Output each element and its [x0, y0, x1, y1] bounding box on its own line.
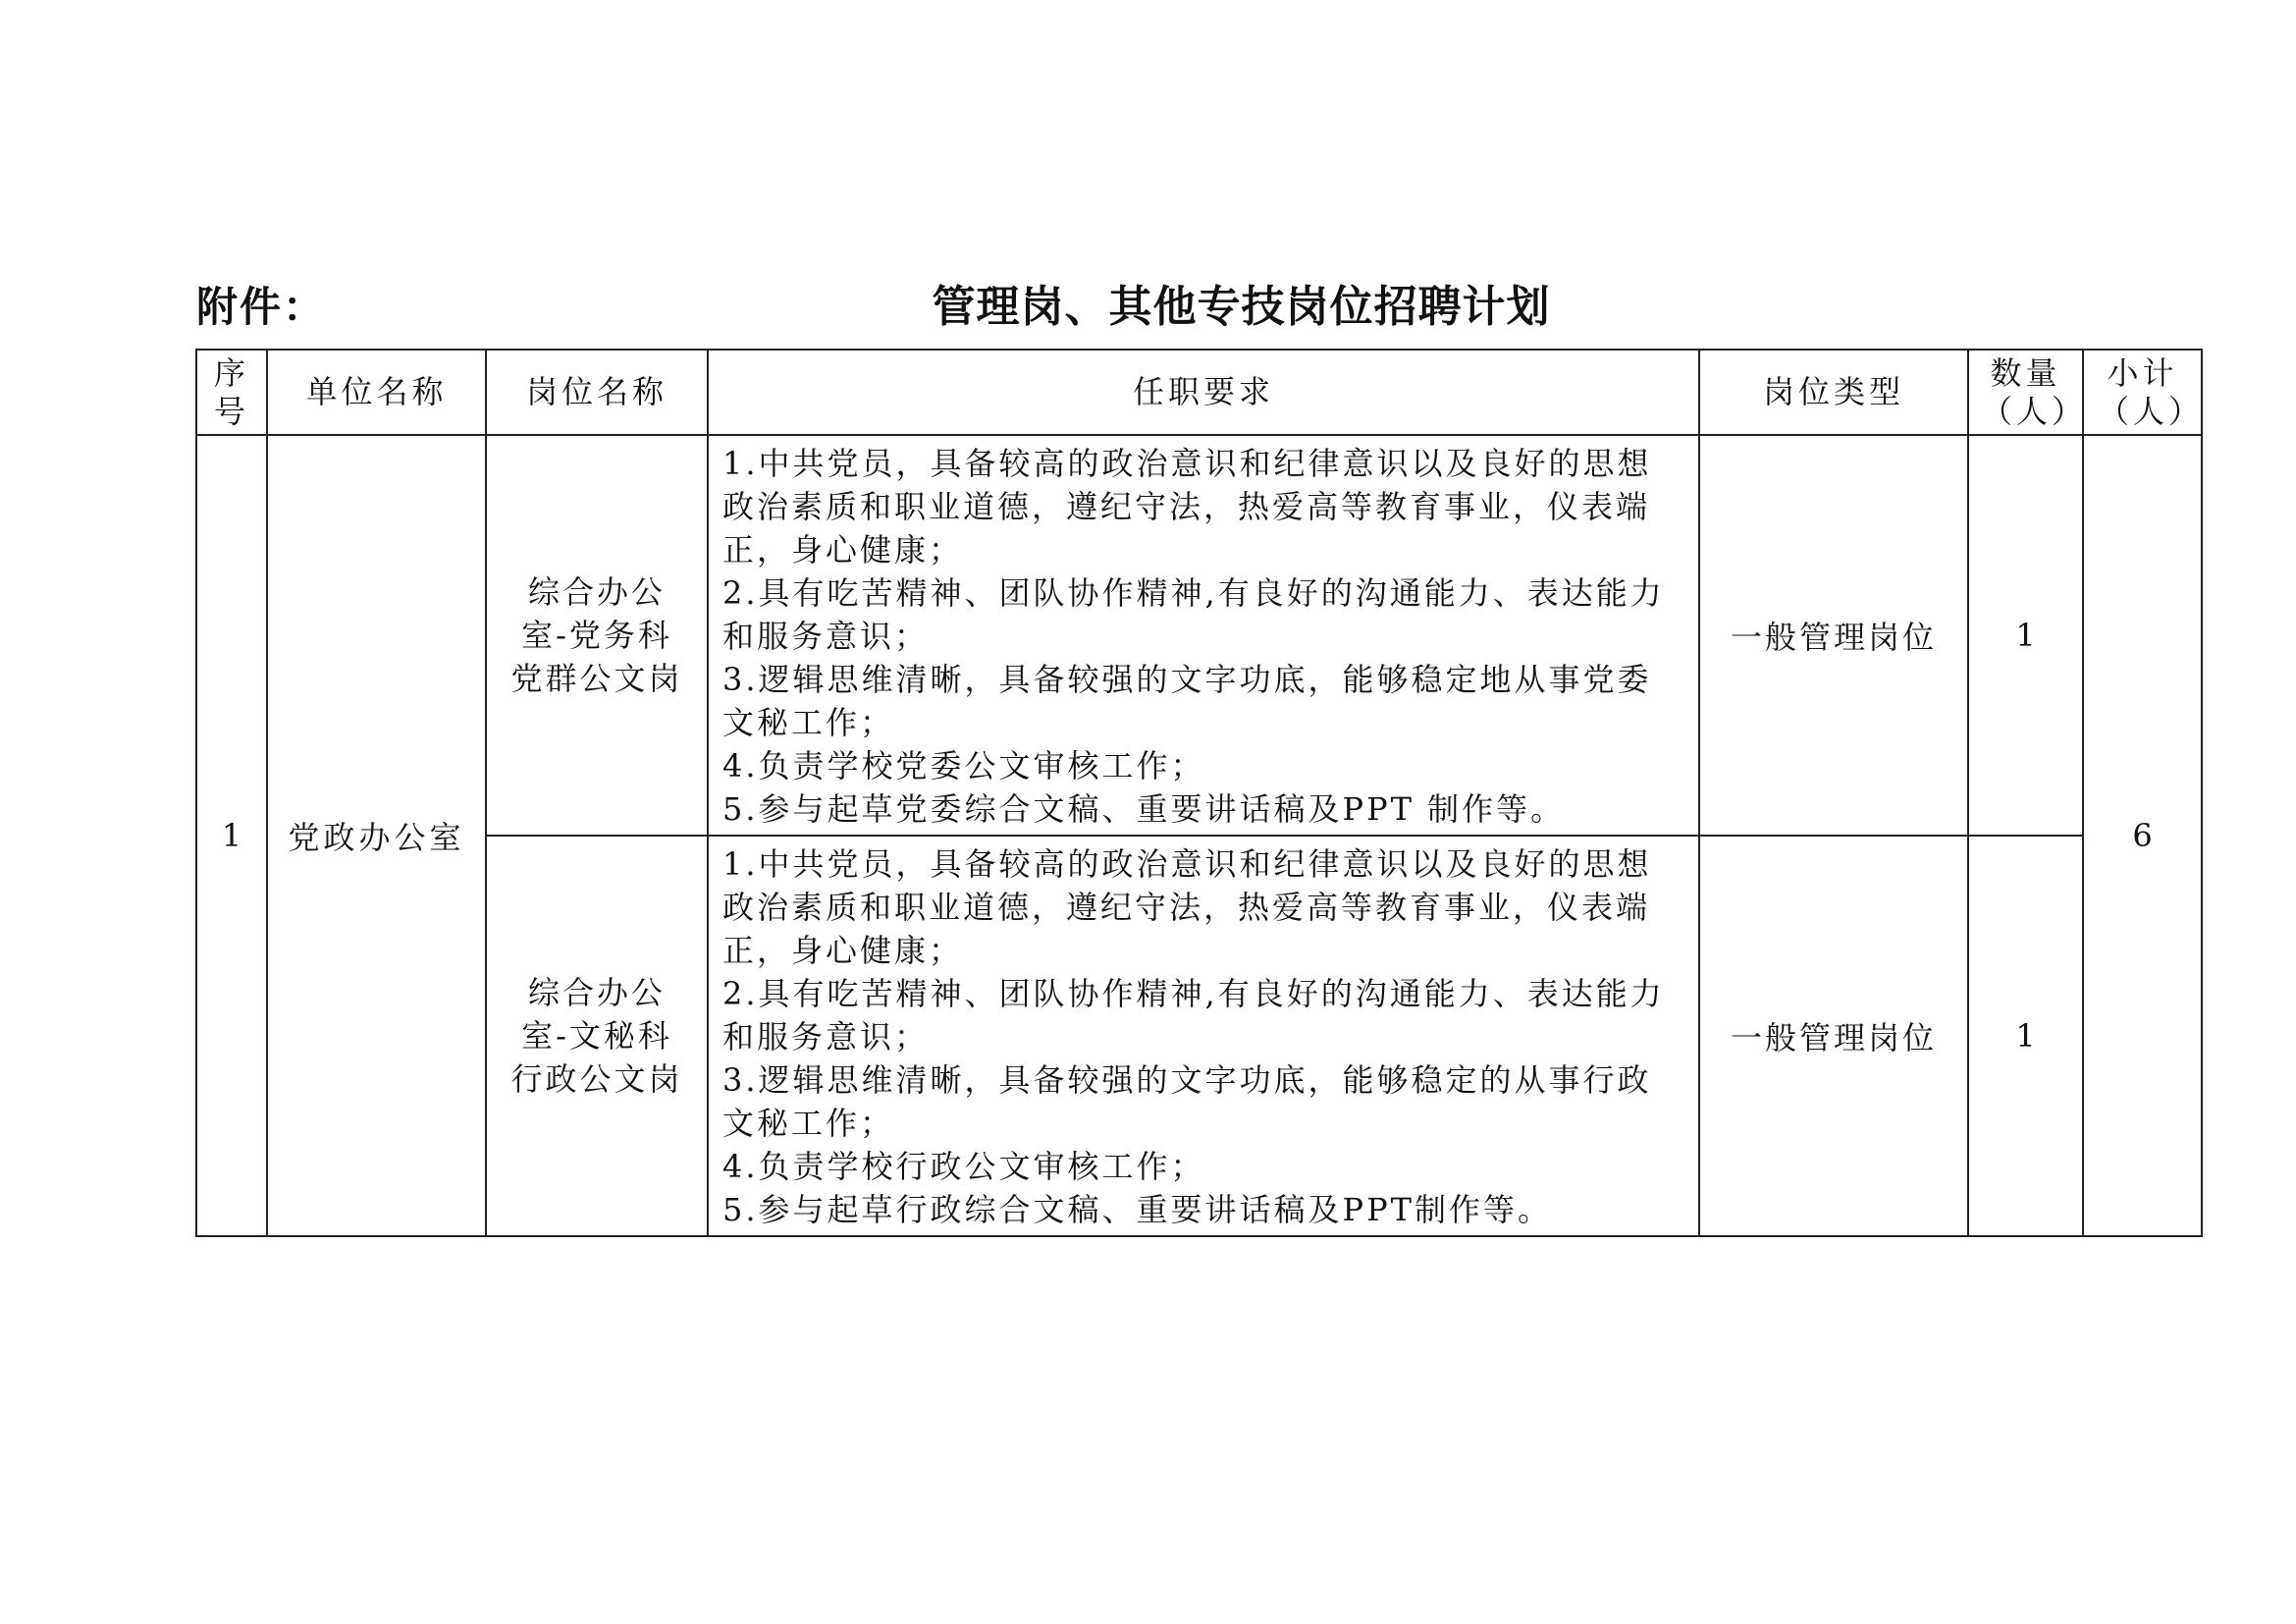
requirement-item: 4.负责学校党委公文审核工作； — [722, 747, 1205, 785]
cell-requirements — [708, 836, 1699, 1236]
cell-seq: 1 — [196, 435, 267, 1236]
requirement-item: 3.逻辑思维清晰，具备较强的文字功底，能够稳定地从事党委文秘工作； — [722, 661, 1652, 741]
cell-type: 一般管理岗位 — [1699, 836, 1968, 1236]
header-type: 岗位类型 — [1699, 350, 1968, 435]
requirement-item: 1.中共党员，具备较高的政治意识和纪律意识以及良好的思想政治素质和职业道德，遵纪守法，热爱高等教育事业，仪表端正，身心健康； — [722, 845, 1652, 969]
header-seq: 序号 — [196, 350, 267, 435]
attachment-label: 附件： — [196, 283, 327, 331]
header-position: 岗位名称 — [486, 350, 708, 435]
requirement-item: 1.中共党员，具备较高的政治意识和纪律意识以及良好的思想政治素质和职业道德，遵纪守法，热爱高等教育事业，仪表端正，身心健康； — [722, 445, 1652, 568]
cell-position: 综合办公室-党务科党群公文岗 — [486, 435, 708, 836]
cell-position: 综合办公室-文秘科行政公文岗 — [486, 836, 708, 1236]
requirement-item: 2.具有吃苦精神、团队协作精神,有良好的沟通能力、表达能力和服务意识； — [722, 574, 1665, 655]
header-unit: 单位名称 — [267, 350, 486, 435]
requirement-item: 3.逻辑思维清晰，具备较强的文字功底，能够稳定的从事行政文秘工作； — [722, 1061, 1652, 1142]
header-count: 数量（人） — [1968, 350, 2083, 435]
table-header-row — [196, 350, 2202, 435]
cell-unit: 党政办公室 — [267, 435, 486, 1236]
cell-count: 1 — [1968, 435, 2083, 836]
requirement-item: 2.具有吃苦精神、团队协作精神,有良好的沟通能力、表达能力和服务意识； — [722, 975, 1665, 1056]
requirement-item: 5.参与起草行政综合文稿、重要讲话稿及PPT制作等。 — [722, 1191, 1552, 1228]
page-title: 管理岗、其他专技岗位招聘计划 — [932, 282, 1551, 332]
cell-count: 1 — [1968, 836, 2083, 1236]
recruitment-plan-table — [195, 349, 2203, 1237]
requirement-item: 4.负责学校行政公文审核工作； — [722, 1148, 1205, 1185]
table-row — [196, 435, 2202, 836]
cell-type: 一般管理岗位 — [1699, 435, 1968, 836]
header-requirements: 任职要求 — [708, 350, 1699, 435]
table-row — [196, 836, 2202, 1236]
requirement-item: 5.参与起草党委综合文稿、重要讲话稿及PPT 制作等。 — [722, 790, 1566, 828]
header-subtotal: 小计（人） — [2083, 350, 2202, 435]
cell-subtotal: 6 — [2083, 435, 2202, 1236]
cell-requirements — [708, 435, 1699, 836]
